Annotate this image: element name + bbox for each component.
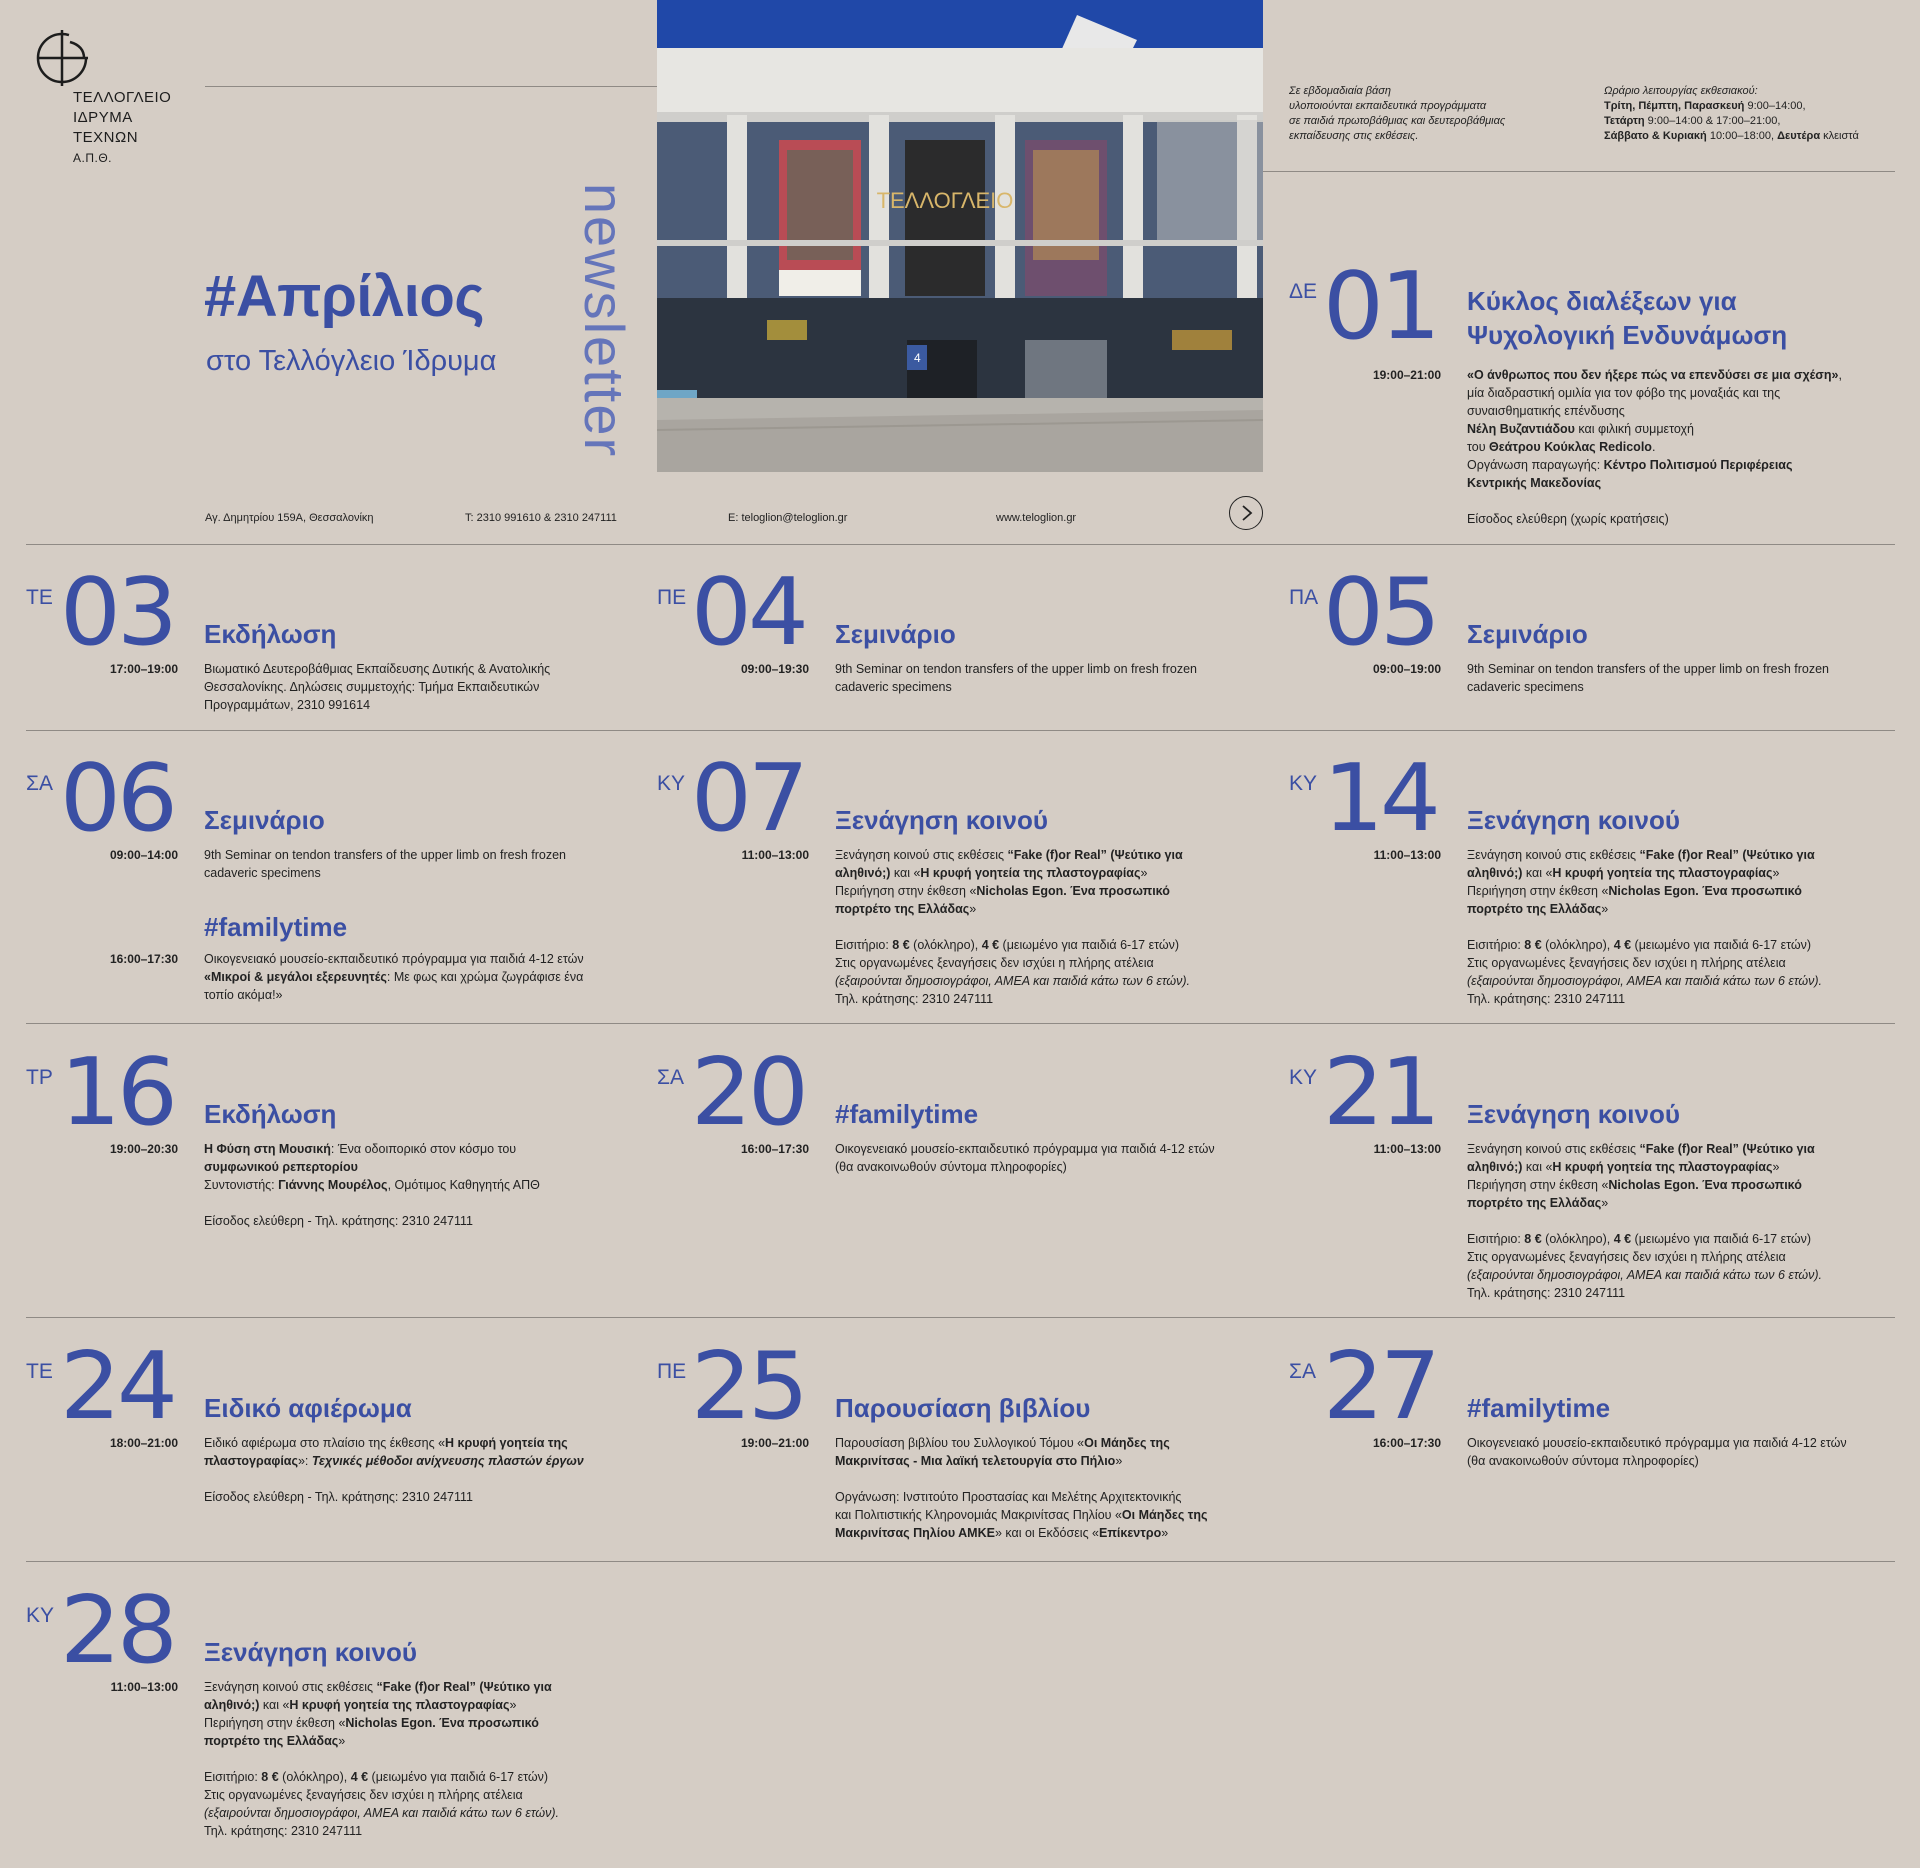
- desc-text: Ξενάγηση κοινού στις εκθέσεις: [835, 848, 1008, 862]
- desc-line: [1467, 972, 1907, 990]
- desc-bold: Η κρυφή γοητεία της πλαστογραφίας: [289, 1698, 510, 1712]
- desc-bold: 4 €: [1613, 938, 1632, 952]
- desc-text: Περιήγηση στην έκθεση «: [835, 884, 977, 898]
- section-rule: [26, 1317, 1895, 1318]
- desc-line: [204, 1696, 644, 1714]
- desc-text: »: [1601, 902, 1609, 916]
- event-title: Παρουσίαση βιβλίου: [835, 1393, 1091, 1423]
- section-rule: [26, 730, 1895, 731]
- event-time: 19:00–21:00: [1372, 368, 1441, 382]
- desc-bold: 8 €: [1524, 1232, 1542, 1246]
- desc-line: [204, 1452, 644, 1470]
- desc-line: Οργάνωση: Ινστιτούτο Προστασίας και Μελέτης Αρχιτεκτονικής: [835, 1490, 1182, 1504]
- logo-text: [73, 88, 196, 168]
- event-title: #familytime: [835, 1099, 979, 1129]
- desc-line: [204, 968, 644, 986]
- desc-line: Οικογενειακό μουσείο-εκπαιδευτικό πρόγραμμα για παιδιά 4-12 ετών: [1467, 1436, 1847, 1450]
- desc-text: »: [1772, 1160, 1780, 1174]
- desc-italic: (εξαιρούνται δημοσιογράφοι, ΑΜΕΑ και παιδιά κάτω των 6 ετών).: [835, 974, 1190, 988]
- desc-bold: Οι Μάηδες της: [1121, 1508, 1208, 1522]
- desc-line: [204, 1140, 644, 1158]
- desc-bold: “Fake (f)or Real” (Ψεύτικο για: [1639, 1142, 1815, 1156]
- desc-line: [204, 1158, 644, 1176]
- desc-line: [204, 1176, 644, 1194]
- desc-text: και «: [1522, 1160, 1553, 1174]
- header-rule: [205, 86, 657, 87]
- desc-bold: πορτρέτο της Ελλάδας: [1467, 1196, 1602, 1210]
- event-title: Σεμινάριο: [1467, 619, 1588, 649]
- event-weekday: ΤΡ: [26, 1066, 53, 1089]
- event-description: [835, 846, 1275, 1008]
- desc-text: του: [1467, 440, 1490, 454]
- desc-text: Ειδικό αφιέρωμα στο πλαίσιο της έκθεσης «: [204, 1436, 446, 1450]
- desc-line: Στις οργανωμένες ξεναγήσεις δεν ισχύει η πλήρης ατέλεια: [204, 1788, 523, 1802]
- logo-line: ΙΔΡΥΜΑ: [73, 109, 133, 126]
- event-description: [204, 1140, 644, 1230]
- event-day: 06: [59, 743, 174, 853]
- desc-line: [1467, 1158, 1907, 1176]
- event-time: 09:00–19:30: [740, 662, 809, 676]
- event-day: 01: [1322, 251, 1437, 361]
- event-weekday: ΣΑ: [26, 772, 53, 795]
- desc-bold: Επίκεντρο: [1099, 1526, 1162, 1540]
- desc-footer: Είσοδος ελεύθερη (χωρίς κρατήσεις): [1467, 512, 1669, 526]
- desc-text: »: [969, 902, 977, 916]
- logo: [26, 26, 196, 168]
- desc-line: (θα ανακοινωθούν σύντομα πληροφορίες): [835, 1160, 1067, 1174]
- event-day: 16: [59, 1037, 174, 1147]
- desc-bold: Οι Μάηδες της: [1084, 1436, 1170, 1450]
- desc-line: [1467, 936, 1907, 954]
- desc-text: Περιήγηση στην έκθεση «: [1467, 1178, 1609, 1192]
- event-time: 09:00–14:00: [109, 848, 178, 862]
- desc-line: μία διαδραστική ομιλία για τον φόβο της μοναξιάς και της: [1467, 386, 1781, 400]
- desc-text: Οργάνωση παραγωγής:: [1467, 458, 1604, 472]
- hours-closed-day: Δευτέρα: [1777, 130, 1821, 142]
- desc-line: 9th Seminar on tendon transfers of the upper limb on fresh frozen: [204, 848, 567, 862]
- desc-bold: Η κρυφή γοητεία της πλαστογραφίας: [1552, 1160, 1773, 1174]
- desc-line: Οικογενειακό μουσείο-εκπαιδευτικό πρόγραμμα για παιδιά 4-12 ετών: [835, 1142, 1215, 1156]
- desc-bold: πορτρέτο της Ελλάδας: [204, 1734, 339, 1748]
- event-weekday: ΠΕ: [657, 586, 687, 609]
- desc-text: και «: [890, 866, 921, 880]
- event-weekday: ΚΥ: [657, 772, 686, 795]
- desc-line: [1467, 438, 1887, 456]
- desc-text: »: [1140, 866, 1148, 880]
- note-line: εκπαίδευσης στις εκθέσεις.: [1289, 130, 1419, 142]
- event-time: 09:00–19:00: [1372, 662, 1441, 676]
- event-weekday: ΠΕ: [657, 1360, 687, 1383]
- desc-bold: αληθινό;): [835, 866, 891, 880]
- desc-bold: 8 €: [1524, 938, 1542, 952]
- event-day: 04: [690, 557, 805, 667]
- event-title: Σεμινάριο: [835, 619, 956, 649]
- logo-mark-icon: [26, 26, 98, 90]
- desc-text: και Πολιτιστικής Κληρονομιάς Μακρινίτσας Πηλίου «: [835, 1508, 1122, 1522]
- desc-line: Στις οργανωμένες ξεναγήσεις δεν ισχύει η πλήρης ατέλεια: [1467, 956, 1786, 970]
- desc-line: [1467, 1140, 1907, 1158]
- desc-line: Προγραμμάτων, 2310 991614: [204, 698, 371, 712]
- desc-bold: 4 €: [981, 938, 1000, 952]
- desc-bold: Η κρυφή γοητεία της πλαστογραφίας: [920, 866, 1141, 880]
- event-weekday: ΚΥ: [1289, 1066, 1318, 1089]
- event-time: 11:00–13:00: [110, 1680, 178, 1694]
- desc-line: 9th Seminar on tendon transfers of the upper limb on fresh frozen: [1467, 662, 1830, 676]
- desc-line: [204, 1768, 644, 1786]
- address: Αγ. Δημητρίου 159Α, Θεσσαλονίκη: [205, 512, 374, 524]
- hours-title: Ωράριο λειτουργίας εκθεσιακού:: [1604, 85, 1758, 97]
- event-description: [1467, 366, 1887, 528]
- event-time: 11:00–13:00: [1373, 848, 1441, 862]
- desc-text: (μειωμένο για παιδιά 6-17 ετών): [1631, 938, 1812, 952]
- desc-italic: (εξαιρούνται δημοσιογράφοι, ΑΜΕΑ και παιδιά κάτω των 6 ετών).: [1467, 1268, 1822, 1282]
- desc-text: Εισιτήριο:: [204, 1770, 262, 1784]
- desc-italic: (εξαιρούνται δημοσιογράφοι, ΑΜΕΑ και παιδιά κάτω των 6 ετών).: [1467, 974, 1822, 988]
- event-day: 27: [1322, 1331, 1437, 1441]
- desc-line: cadaveric specimens: [1467, 680, 1584, 694]
- desc-line: Τηλ. κράτησης: 2310 247111: [1467, 1286, 1626, 1300]
- desc-bold: 8 €: [261, 1770, 279, 1784]
- opening-hours: [1604, 84, 1859, 144]
- desc-bold: Nicholas Egon. Ένα προσωπικό: [1608, 1178, 1802, 1192]
- event-time: 16:00–17:30: [740, 1142, 809, 1156]
- desc-bold: “Fake (f)or Real” (Ψεύτικο για: [1639, 848, 1815, 862]
- desc-text: , Ομότιμος Καθηγητής ΑΠΘ: [387, 1178, 540, 1192]
- desc-line: [835, 864, 1275, 882]
- event-weekday: ΚΥ: [26, 1604, 55, 1627]
- hours-line: [1604, 114, 1859, 129]
- desc-bold: Η κρυφή γοητεία της πλαστογραφίας: [1552, 866, 1773, 880]
- desc-line: Τηλ. κράτησης: 2310 247111: [835, 992, 994, 1006]
- event-time: 18:00–21:00: [109, 1436, 178, 1450]
- desc-bold: Μακρινίτσας - Μια λαϊκή τελετουργία στο Πήλιο: [835, 1454, 1116, 1468]
- desc-bold: Η Φύση στη Μουσική: [204, 1142, 331, 1156]
- hours-time: 9:00–14:00,: [1744, 100, 1806, 112]
- desc-bold-italic: Τεχνικές μέθοδοι ανίχνευσης πλαστών έργων: [311, 1454, 584, 1468]
- event-title-line: Κύκλος διαλέξεων για: [1467, 286, 1737, 316]
- desc-text: και «: [1522, 866, 1553, 880]
- desc-bold: Νέλη Βυζαντιάδου: [1467, 422, 1575, 436]
- desc-footer: Είσοδος ελεύθερη - Τηλ. κράτησης: 2310 247111: [204, 1490, 474, 1504]
- event-title: [1467, 284, 1787, 352]
- desc-line: συναισθηματικής επένδυσης: [1467, 404, 1625, 418]
- hours-days: Τετάρτη: [1604, 115, 1645, 127]
- desc-text: (μειωμένο για παιδιά 6-17 ετών): [368, 1770, 549, 1784]
- event-description: [1467, 660, 1907, 696]
- event-title: #familytime: [1467, 1393, 1611, 1423]
- desc-line: cadaveric specimens: [835, 680, 952, 694]
- desc-text: Συντονιστής:: [204, 1178, 279, 1192]
- desc-text: Περιήγηση στην έκθεση «: [1467, 884, 1609, 898]
- desc-line: [1467, 882, 1907, 900]
- page-title: #Απρίλιος: [204, 264, 485, 329]
- info-rule: [1263, 171, 1895, 172]
- door-number: 4: [914, 351, 921, 365]
- event-title: Εκδήλωση: [204, 619, 337, 649]
- building-photo: [657, 0, 1263, 472]
- desc-footer: Είσοδος ελεύθερη - Τηλ. κράτησης: 2310 247111: [204, 1214, 474, 1228]
- event-day: 07: [690, 743, 805, 853]
- desc-bold: αληθινό;): [204, 1698, 260, 1712]
- email-link[interactable]: E: teloglion@teloglion.gr: [728, 512, 848, 524]
- note-line: υλοποιούνται εκπαιδευτικά προγράμματα: [1289, 100, 1487, 112]
- desc-text: (ολόκληρο),: [1541, 1232, 1614, 1246]
- desc-text: »: [338, 1734, 346, 1748]
- event-description: [835, 660, 1275, 696]
- event-description: [835, 1140, 1295, 1176]
- website-link[interactable]: www.teloglion.gr: [996, 512, 1077, 524]
- desc-text: » και οι Εκδόσεις «: [994, 1526, 1100, 1540]
- desc-text: Ξενάγηση κοινού στις εκθέσεις: [1467, 1142, 1640, 1156]
- desc-bold: 4 €: [1613, 1232, 1632, 1246]
- desc-bold: 8 €: [892, 938, 910, 952]
- event-title: Σεμινάριο: [204, 805, 325, 835]
- desc-line: [835, 900, 1275, 918]
- desc-text: Ξενάγηση κοινού στις εκθέσεις: [1467, 848, 1640, 862]
- desc-text: Περιήγηση στην έκθεση «: [204, 1716, 346, 1730]
- next-arrow-button[interactable]: [1229, 496, 1263, 530]
- desc-line: [1467, 864, 1907, 882]
- desc-line: [1467, 1176, 1907, 1194]
- desc-text: και φιλική συμμετοχή: [1574, 422, 1695, 436]
- desc-text: »:: [297, 1454, 312, 1468]
- event-title: Ξενάγηση κοινού: [1467, 1099, 1680, 1129]
- event-description: [1467, 846, 1907, 1008]
- desc-line: [204, 1434, 644, 1452]
- desc-text: και «: [259, 1698, 290, 1712]
- page-subtitle: στο Τελλόγλειο Ίδρυμα: [206, 345, 497, 377]
- event-weekday: ΣΑ: [657, 1066, 684, 1089]
- desc-line: [835, 972, 1275, 990]
- event-title: Ξενάγηση κοινού: [204, 1637, 417, 1667]
- banner-text: ΤΕΛΛΟΓΛΕΙΟ: [876, 188, 1014, 213]
- phone: T: 2310 991610 & 2310 247111: [465, 512, 617, 524]
- desc-bold: «Ο άνθρωπος που δεν ήξερε πώς να επενδύσει σε μια σχέση»: [1467, 368, 1839, 382]
- event-weekday: ΠΑ: [1289, 586, 1319, 609]
- desc-line: [1467, 366, 1887, 384]
- event-time: 11:00–13:00: [1373, 1142, 1441, 1156]
- desc-text: Εισιτήριο:: [1467, 1232, 1525, 1246]
- desc-text: : Ένα οδοιπορικό στον κόσμο του: [330, 1142, 517, 1156]
- hours-time: 9:00–14:00 & 17:00–21:00,: [1644, 115, 1781, 127]
- desc-line: [204, 1804, 644, 1822]
- desc-line: [204, 1678, 644, 1696]
- desc-text: »: [509, 1698, 517, 1712]
- desc-bold: αληθινό;): [1467, 866, 1523, 880]
- desc-line: Θεσσαλονίκης. Δηλώσεις συμμετοχής: Τμήμα Εκπαιδευτικών: [204, 680, 540, 694]
- event-title: Ξενάγηση κοινού: [835, 805, 1048, 835]
- desc-line: [1467, 900, 1907, 918]
- desc-bold: Μακρινίτσας Πηλίου ΑΜΚΕ: [835, 1526, 995, 1540]
- desc-text: (μειωμένο για παιδιά 6-17 ετών): [1631, 1232, 1812, 1246]
- event-description: [204, 660, 644, 714]
- hours-days: Τρίτη, Πέμπτη, Παρασκευή: [1604, 100, 1745, 112]
- desc-line: [835, 846, 1275, 864]
- desc-line: Βιωματικό Δευτεροβάθμιας Εκπαίδευσης Δυτικής & Ανατολικής: [204, 662, 551, 676]
- desc-bold: πλαστογραφίας: [204, 1454, 298, 1468]
- event-title-familytime: #familytime: [204, 912, 348, 942]
- desc-bold: “Fake (f)or Real” (Ψεύτικο για: [376, 1680, 552, 1694]
- event-time: 16:00–17:30: [109, 952, 178, 966]
- event-day: 20: [690, 1037, 805, 1147]
- desc-line: τοπίο ακόμα!»: [204, 988, 283, 1002]
- event-weekday: ΣΑ: [1289, 1360, 1316, 1383]
- event-time: 17:00–19:00: [109, 662, 178, 676]
- event-description: [204, 1434, 644, 1506]
- desc-line: [835, 882, 1275, 900]
- desc-bold: Κέντρο Πολιτισμού Περιφέρειας: [1603, 458, 1793, 472]
- event-time: 19:00–20:30: [109, 1142, 178, 1156]
- desc-line: Στις οργανωμένες ξεναγήσεις δεν ισχύει η πλήρης ατέλεια: [835, 956, 1154, 970]
- desc-bold: αληθινό;): [1467, 1160, 1523, 1174]
- desc-line: [835, 1524, 1275, 1542]
- desc-line: [835, 1506, 1275, 1524]
- event-time: 19:00–21:00: [740, 1436, 809, 1450]
- event-weekday: ΤΕ: [26, 1360, 53, 1383]
- desc-bold: “Fake (f)or Real” (Ψεύτικο για: [1007, 848, 1183, 862]
- desc-bold: Nicholas Egon. Ένα προσωπικό: [1608, 884, 1802, 898]
- event-day: 24: [59, 1331, 174, 1441]
- desc-text: (ολόκληρο),: [278, 1770, 351, 1784]
- event-description: [204, 1678, 644, 1840]
- desc-line: Τηλ. κράτησης: 2310 247111: [204, 1824, 363, 1838]
- desc-text: »: [1601, 1196, 1609, 1210]
- event-title: Εκδήλωση: [204, 1099, 337, 1129]
- education-note: [1289, 84, 1505, 144]
- desc-bold: Nicholas Egon. Ένα προσωπικό: [345, 1716, 539, 1730]
- event-time: 16:00–17:30: [1372, 1436, 1441, 1450]
- desc-line: [1467, 474, 1887, 492]
- logo-line: ΤΕΛΛΟΓΛΕΙΟ: [73, 89, 172, 106]
- desc-text: Εισιτήριο:: [835, 938, 893, 952]
- event-description: [1467, 1434, 1920, 1470]
- event-day: 03: [59, 557, 174, 667]
- desc-text: Παρουσίαση βιβλίου του Συλλογικού Τόμου «: [835, 1436, 1085, 1450]
- desc-bold: πορτρέτο της Ελλάδας: [1467, 902, 1602, 916]
- event-time: 11:00–13:00: [741, 848, 809, 862]
- desc-text: »: [1772, 866, 1780, 880]
- newsletter-text: newsletter: [573, 182, 637, 458]
- hours-line: [1604, 99, 1859, 114]
- desc-line: [1467, 1194, 1907, 1212]
- event-description: [835, 1434, 1275, 1542]
- desc-bold: Η κρυφή γοητεία της: [445, 1436, 568, 1450]
- desc-bold: 4 €: [350, 1770, 369, 1784]
- desc-line: Οικογενειακό μουσείο-εκπαιδευτικό πρόγραμμα για παιδιά 4-12 ετών: [204, 952, 584, 966]
- event-weekday: ΤΕ: [26, 586, 53, 609]
- desc-text: Ξενάγηση κοινού στις εκθέσεις: [204, 1680, 377, 1694]
- desc-bold: Κεντρικής Μακεδονίας: [1467, 476, 1602, 490]
- desc-line: [204, 1714, 644, 1732]
- desc-line: [1467, 420, 1887, 438]
- desc-line: Τηλ. κράτησης: 2310 247111: [1467, 992, 1626, 1006]
- desc-line: cadaveric specimens: [204, 866, 321, 880]
- event-day: 05: [1322, 557, 1437, 667]
- desc-line: (θα ανακοινωθούν σύντομα πληροφορίες): [1467, 1454, 1699, 1468]
- event-description: [1467, 1140, 1907, 1302]
- desc-bold: Θεάτρου Κούκλας Redicolo: [1489, 440, 1652, 454]
- event-day: 28: [59, 1575, 174, 1685]
- hours-line: [1604, 129, 1859, 144]
- hours-days: Σάββατο & Κυριακή: [1604, 130, 1707, 142]
- desc-line: [1467, 456, 1887, 474]
- event-title-line: Ψυχολογική Ενδυνάμωση: [1467, 320, 1788, 350]
- desc-bold: Nicholas Egon. Ένα προσωπικό: [976, 884, 1170, 898]
- event-day: 14: [1322, 743, 1437, 853]
- event-day: 21: [1322, 1037, 1437, 1147]
- note-line: σε παιδιά πρωτοβάθμιας και δευτεροβάθμιας: [1289, 115, 1506, 127]
- desc-bold: συμφωνικού ρεπερτορίου: [204, 1160, 358, 1174]
- note-line: Σε εβδομαδιαία βάση: [1289, 85, 1392, 97]
- desc-line: 9th Seminar on tendon transfers of the upper limb on fresh frozen: [835, 662, 1198, 676]
- chevron-right-icon: [1240, 505, 1254, 521]
- hours-time: 10:00–18:00,: [1706, 130, 1778, 142]
- event-title: Ξενάγηση κοινού: [1467, 805, 1680, 835]
- section-rule: [26, 544, 1895, 545]
- desc-bold: Γιάννης Μουρέλος: [278, 1178, 388, 1192]
- desc-text: (μειωμένο για παιδιά 6-17 ετών): [999, 938, 1180, 952]
- desc-text: ,: [1838, 368, 1842, 382]
- desc-italic: (εξαιρούνται δημοσιογράφοι, ΑΜΕΑ και παιδιά κάτω των 6 ετών).: [204, 1806, 559, 1820]
- logo-line: ΤΕΧΝΩΝ: [73, 129, 139, 146]
- desc-text: .: [1651, 440, 1656, 454]
- event-weekday: ΚΥ: [1289, 772, 1318, 795]
- event-description: [204, 846, 644, 882]
- desc-line: [835, 1434, 1275, 1452]
- desc-line: [1467, 1266, 1907, 1284]
- event-day: 25: [690, 1331, 805, 1441]
- event-weekday: ΔΕ: [1289, 280, 1318, 303]
- desc-line: [1467, 846, 1907, 864]
- desc-text: : Με φως και χρώμα ζωγράφισε ένα: [386, 970, 584, 984]
- desc-line: [1467, 1230, 1907, 1248]
- event-title: Ειδικό αφιέρωμα: [204, 1393, 412, 1423]
- section-rule: [26, 1561, 1895, 1562]
- desc-bold: πορτρέτο της Ελλάδας: [835, 902, 970, 916]
- desc-text: »: [1115, 1454, 1123, 1468]
- desc-text: (ολόκληρο),: [1541, 938, 1614, 952]
- desc-line: [204, 1732, 644, 1750]
- desc-text: (ολόκληρο),: [909, 938, 982, 952]
- desc-bold: «Μικροί & μεγάλοι εξερευνητές: [204, 970, 387, 984]
- section-rule: [26, 1023, 1895, 1024]
- desc-line: [835, 936, 1275, 954]
- desc-line: Στις οργανωμένες ξεναγήσεις δεν ισχύει η πλήρης ατέλεια: [1467, 1250, 1786, 1264]
- event-description: [204, 950, 644, 1004]
- desc-text: »: [1161, 1526, 1169, 1540]
- hours-closed: κλειστά: [1820, 130, 1859, 142]
- desc-line: [835, 1452, 1275, 1470]
- desc-text: Εισιτήριο:: [1467, 938, 1525, 952]
- logo-line: Α.Π.Θ.: [73, 151, 113, 165]
